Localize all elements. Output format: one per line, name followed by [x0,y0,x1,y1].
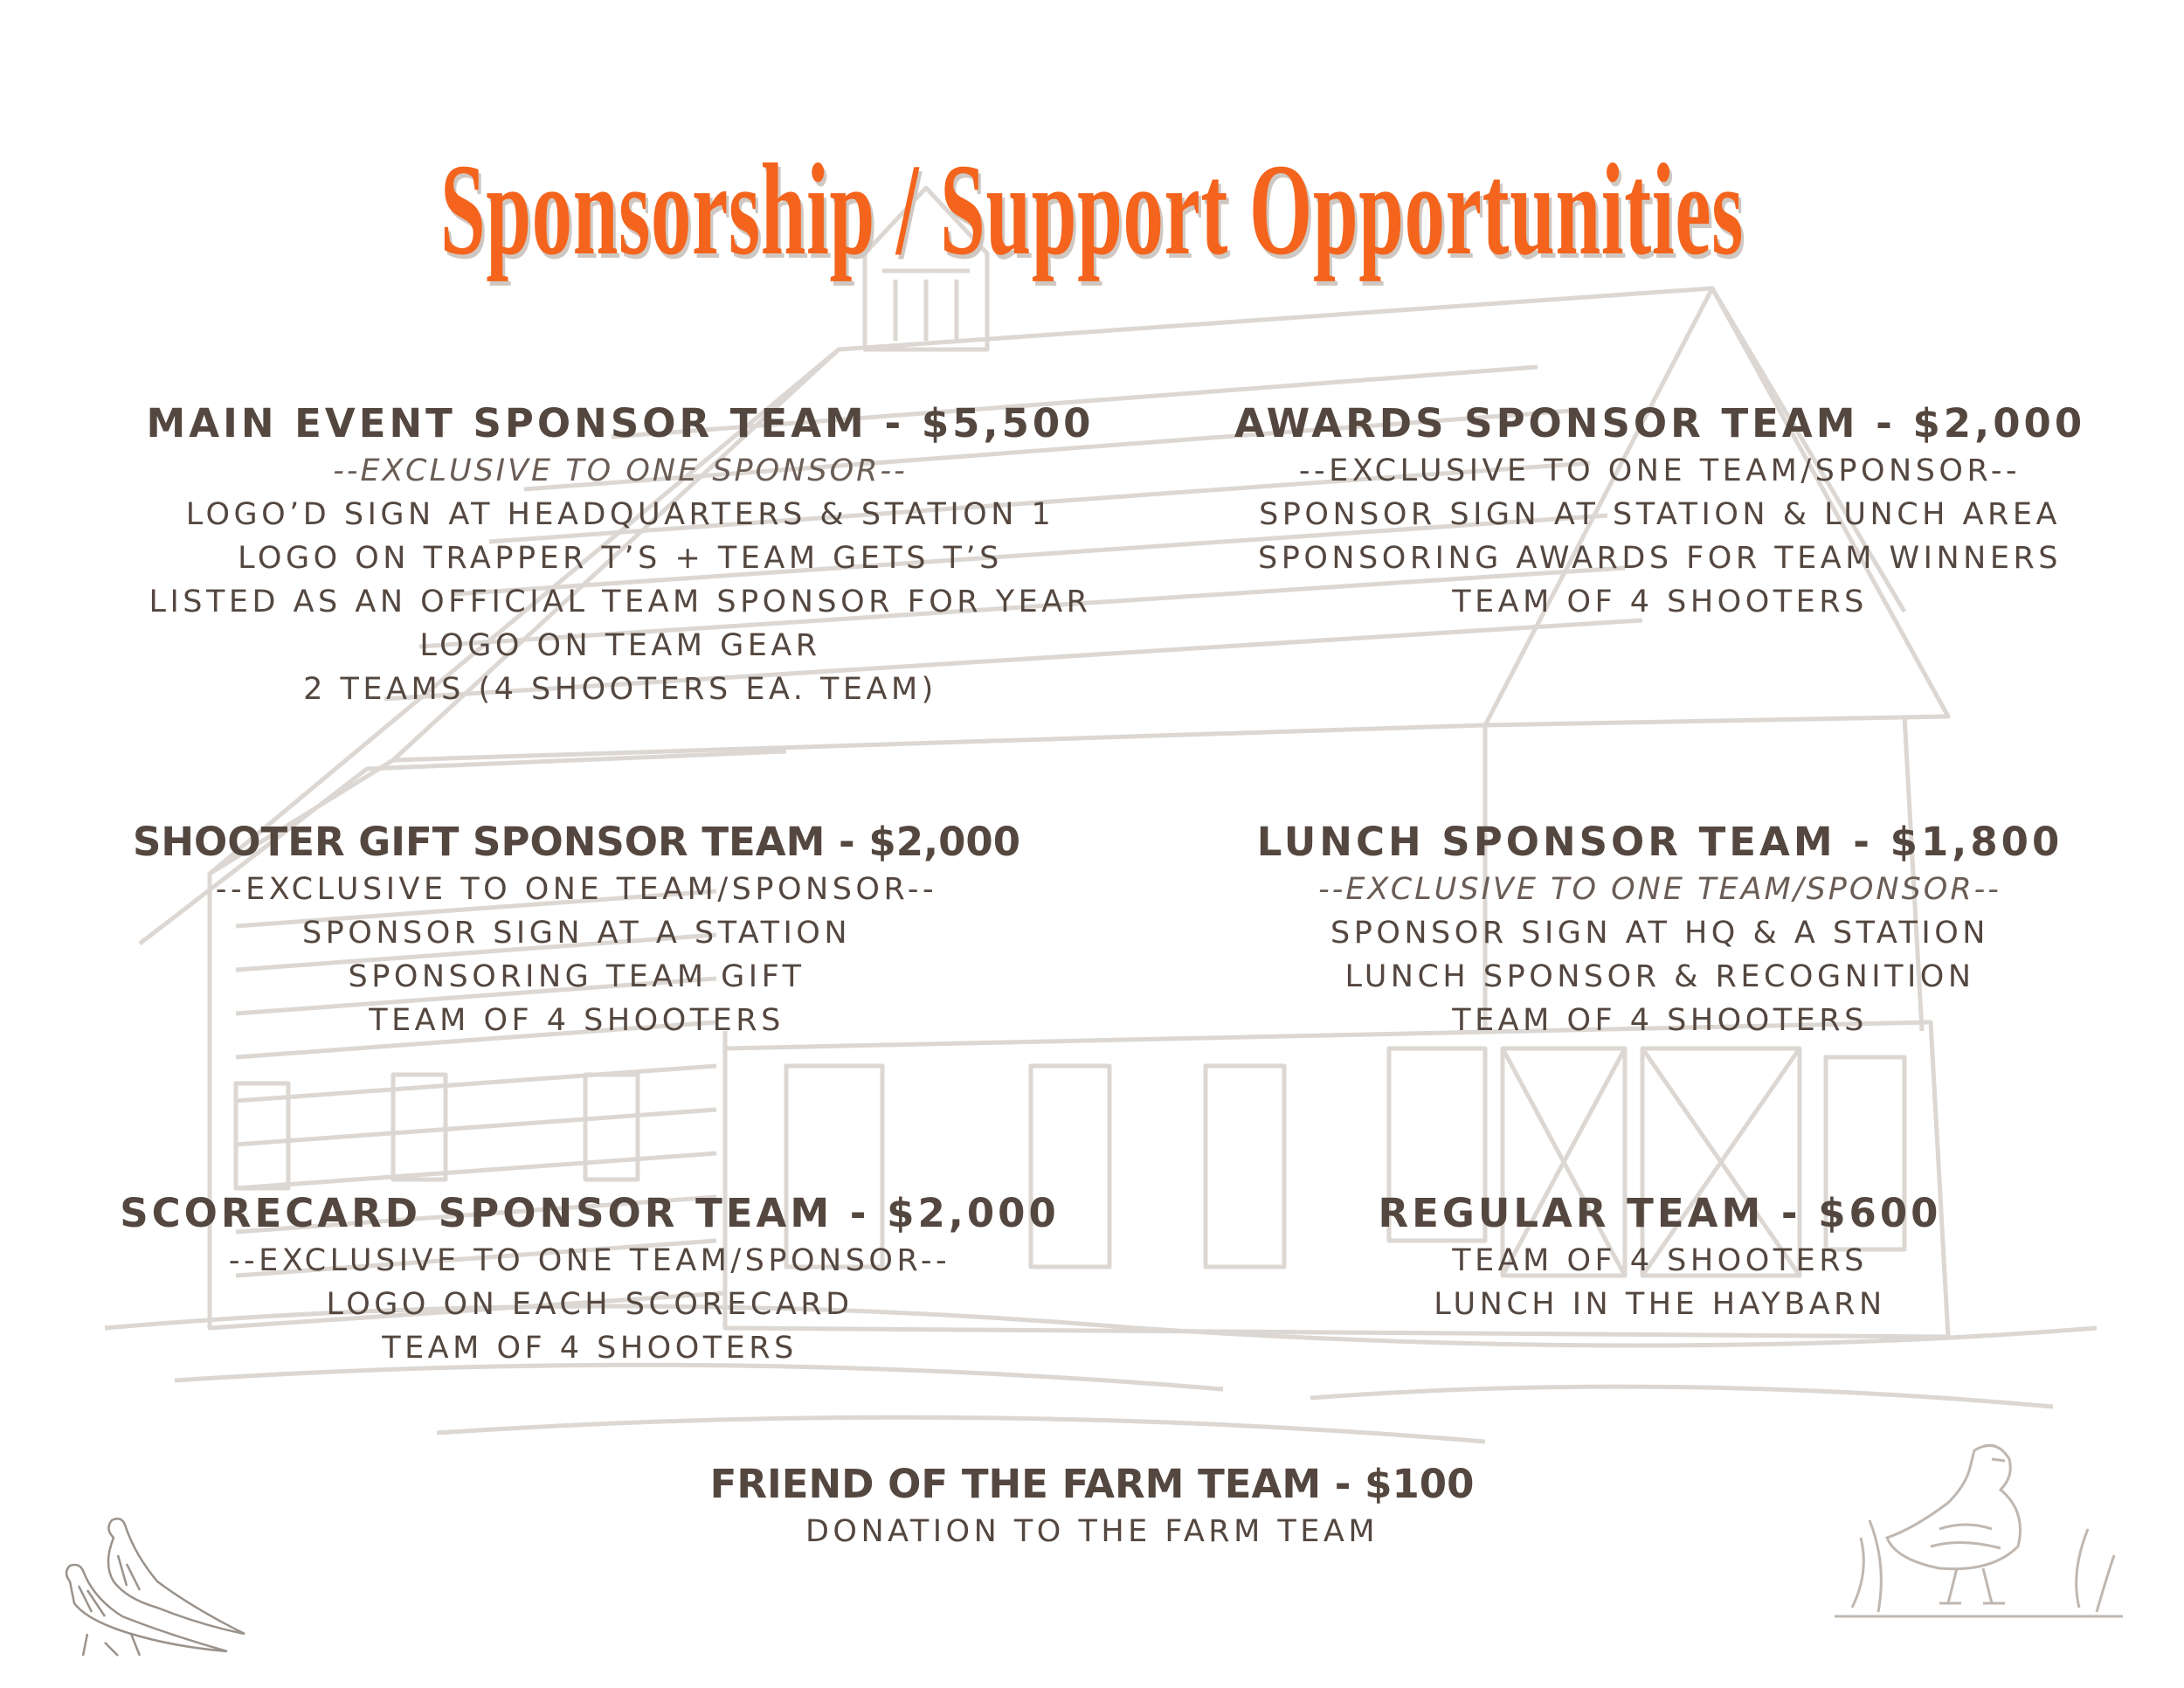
tier-benefit: LUNCH SPONSOR & RECOGNITION [1344,959,1975,994]
tier-heading: LUNCH SPONSOR TEAM - $1,800 [1256,819,2063,865]
tier-benefit: DONATION TO THE FARM TEAM [805,1514,1379,1549]
tier-exclusive-note: --EXCLUSIVE TO ONE TEAM/SPONSOR-- [1298,453,2022,488]
page-title: Sponsorship / Support Opportunities [439,137,1745,282]
tier-exclusive-note: --EXCLUSIVE TO ONE TEAM/SPONSOR-- [215,872,938,907]
tier-heading: MAIN EVENT SPONSOR TEAM - $5,500 [146,400,1095,446]
lunch-sponsor-block [1101,817,2184,1042]
awards-sponsor-block [1101,398,2184,624]
tier-exclusive-note: --EXCLUSIVE TO ONE TEAM/SPONSOR-- [1318,872,2001,907]
tier-heading: SHOOTER GIFT SPONSOR TEAM - $2,000 [132,819,1021,865]
tier-heading: FRIEND OF THE FARM TEAM - $100 [709,1461,1475,1507]
tier-benefit: LISTED AS AN OFFICIAL TEAM SPONSOR FOR YEAR [149,585,1092,619]
tier-benefit: LUNCH IN THE HAYBARN [1434,1287,1886,1322]
tier-heading: SCORECARD SPONSOR TEAM - $2,000 [120,1190,1060,1236]
tier-benefit: SPONSOR SIGN AT STATION & LUNCH AREA [1259,497,2061,532]
tier-benefit: LOGO ON TRAPPER T’S + TEAM GETS T’S [238,541,1003,576]
tier-benefit: TEAM OF 4 SHOOTERS [1452,1243,1868,1278]
tier-benefit: SPONSORING TEAM GIFT [348,959,805,994]
tier-benefit: 2 TEAMS (4 SHOOTERS EA. TEAM) [303,672,937,707]
tier-benefit: LOGO ON TEAM GEAR [419,628,821,663]
regular-team-block [1101,1188,2184,1326]
shooter-gift-sponsor-block [52,817,1101,1042]
tier-benefit: SPONSORING AWARDS FOR TEAM WINNERS [1258,541,2062,576]
quail-icon [1817,1398,2132,1625]
tier-benefit: LOGO’D SIGN AT HEADQUARTERS & STATION 1 [185,497,1055,532]
scorecard-sponsor-block [52,1188,1127,1370]
pheasant-icon [52,1503,253,1660]
tier-exclusive-note: --EXCLUSIVE TO ONE SPONSOR-- [333,453,908,488]
tier-benefit: TEAM OF 4 SHOOTERS [1452,1003,1868,1038]
tier-benefit: SPONSOR SIGN AT A STATION [301,916,852,951]
tier-exclusive-note: --EXCLUSIVE TO ONE TEAM/SPONSOR-- [228,1243,951,1278]
tier-benefit: SPONSOR SIGN AT HQ & A STATION [1330,916,1989,951]
tier-benefit: TEAM OF 4 SHOOTERS [1452,585,1868,619]
tier-benefit: LOGO ON EACH SCORECARD [326,1287,854,1322]
tier-heading: AWARDS SPONSOR TEAM - $2,000 [1234,400,2086,446]
tier-benefit: TEAM OF 4 SHOOTERS [382,1331,798,1366]
tier-heading: REGULAR TEAM - $600 [1378,1190,1942,1236]
tier-benefit: TEAM OF 4 SHOOTERS [369,1003,784,1038]
main-event-sponsor-block [52,398,1188,711]
